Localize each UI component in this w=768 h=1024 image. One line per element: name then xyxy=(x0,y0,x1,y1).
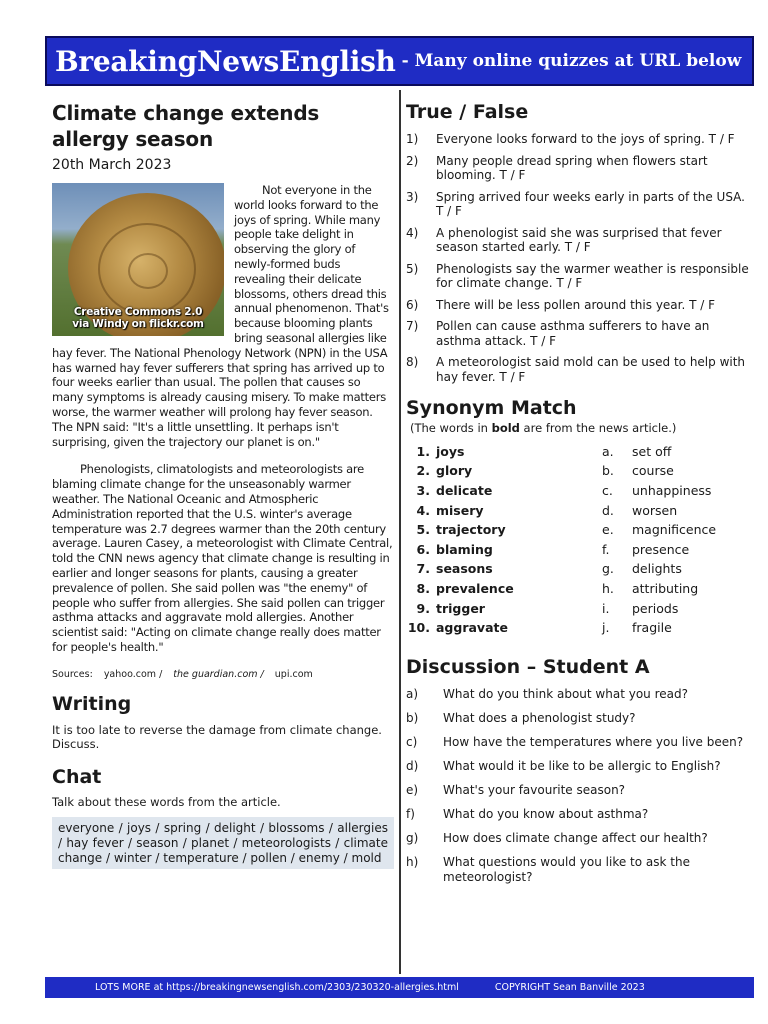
article-paragraph: Phenologists, climatologists and meteorologists are blaming climate change for the unseasonably warmer weather. The National Oceanic and Atmospheric Administration reported that the U.S. winter's average temperature was 2.7 degrees warmer than the 20th century average. Lauren Casey, a meteorologist with Climate Central, told the CNN news agency that climate change is resulting in earlier and longer seasons for plants, causing a greater prevalence of pollen. She said pollen was "the enemy" of people who suffer from allergies. She said pollen can trigger asthma attacks and aggravate mold allergies. Another scientist said: "Acting on climate change really does matter for people's health." xyxy=(52,462,393,654)
header-tagline: - Many online quizzes at URL below xyxy=(401,51,742,71)
photo-credit xyxy=(52,306,224,330)
photo-credit-line: via Windy on flickr.com xyxy=(72,318,204,330)
item-text: What does a phenologist study? xyxy=(443,711,636,726)
item-text: Everyone looks forward to the joys of spring. T / F xyxy=(436,132,735,146)
item-number: 1) xyxy=(406,132,419,146)
discussion-item xyxy=(406,807,751,822)
synonym-row xyxy=(406,481,751,501)
chat-heading: Chat xyxy=(52,765,102,788)
row-number: 10. xyxy=(407,620,430,636)
synonym-row xyxy=(406,598,751,618)
item-text: What's your favourite season? xyxy=(443,783,626,798)
row-letter: e. xyxy=(602,522,614,538)
row-letter: d. xyxy=(602,502,614,518)
item-letter: c) xyxy=(406,735,418,750)
true-false-item xyxy=(406,298,751,313)
true-false-heading: True / False xyxy=(406,101,529,123)
item-text: A phenologist said she was surprised that fever season started early. T / F xyxy=(436,225,722,254)
true-false-list xyxy=(406,132,751,384)
synonym-word: glory xyxy=(436,463,473,479)
synonym-definition: worsen xyxy=(632,502,678,518)
row-letter: c. xyxy=(602,482,613,498)
row-number: 6. xyxy=(416,541,430,557)
note-text: are from the news article.) xyxy=(519,421,677,435)
synonym-row xyxy=(406,500,751,520)
synonym-word: misery xyxy=(436,502,484,518)
true-false-item xyxy=(406,355,751,384)
footer-url-link[interactable]: LOTS MORE at https://breakingnewsenglish.com/2303/230320-allergies.html xyxy=(95,982,459,993)
discussion-item xyxy=(406,831,751,846)
synonym-definition: delights xyxy=(632,561,682,577)
true-false-item xyxy=(406,262,751,291)
row-number: 2. xyxy=(416,463,430,479)
synonym-word: trajectory xyxy=(436,522,506,538)
item-text: Many people dread spring when flowers start blooming. T / F xyxy=(436,153,708,182)
item-letter: d) xyxy=(406,759,419,774)
page-header xyxy=(45,36,754,86)
row-number: 8. xyxy=(416,580,430,596)
item-letter: a) xyxy=(406,687,419,702)
item-number: 6) xyxy=(406,297,419,312)
synonym-definition: magnificence xyxy=(632,522,717,538)
discussion-item xyxy=(406,735,751,750)
item-letter: g) xyxy=(406,831,419,846)
sources-label: Sources: xyxy=(52,668,93,680)
bale-ring xyxy=(128,253,168,289)
discussion-item xyxy=(406,687,751,702)
source-link[interactable]: upi.com xyxy=(274,668,313,680)
item-text: Pollen can cause asthma sufferers to have an asthma attack. T / F xyxy=(436,319,710,348)
item-number: 3) xyxy=(406,189,419,204)
synonym-word: seasons xyxy=(436,561,493,577)
left-column xyxy=(52,100,394,869)
item-letter: e) xyxy=(406,783,419,798)
footer-copyright: COPYRIGHT Sean Banville 2023 xyxy=(494,982,645,993)
item-text: Spring arrived four weeks early in parts of the USA. T / F xyxy=(436,189,745,218)
synonym-word: trigger xyxy=(436,600,485,616)
row-number: 7. xyxy=(416,561,430,577)
synonym-row xyxy=(406,618,751,638)
item-number: 8) xyxy=(406,355,419,369)
article-title: Climate change extends allergy season xyxy=(52,101,320,151)
row-letter: a. xyxy=(602,443,614,459)
row-number: 4. xyxy=(416,502,430,518)
synonym-word: delicate xyxy=(436,482,493,498)
item-text: How does climate change affect our health? xyxy=(443,831,708,846)
item-number: 4) xyxy=(406,225,419,240)
item-text: What questions would you like to ask the meteorologist? xyxy=(443,855,690,884)
row-letter: f. xyxy=(602,541,610,557)
synonym-definition: attributing xyxy=(632,580,699,596)
item-letter: f) xyxy=(406,807,415,822)
item-text: Phenologists say the warmer weather is responsible for climate change. T / F xyxy=(436,261,749,290)
synonym-definition: unhappiness xyxy=(632,482,712,498)
item-number: 7) xyxy=(406,319,419,333)
synonym-table xyxy=(406,442,751,638)
item-letter: b) xyxy=(406,711,419,726)
row-letter: g. xyxy=(602,561,614,577)
synonym-definition: fragile xyxy=(632,620,672,636)
row-number: 9. xyxy=(416,600,430,616)
row-number: 5. xyxy=(416,522,430,538)
synonym-row xyxy=(406,559,751,579)
true-false-item xyxy=(406,190,751,219)
row-letter: h. xyxy=(602,580,614,596)
sources-line xyxy=(52,669,394,680)
synonym-row xyxy=(406,442,751,462)
item-text: There will be less pollen around this year. T / F xyxy=(436,297,716,312)
article-date: 20th March 2023 xyxy=(52,157,172,173)
note-bold: bold xyxy=(491,421,520,435)
hay-bale-photo xyxy=(52,183,224,336)
synonym-word: aggravate xyxy=(436,620,508,636)
true-false-item xyxy=(406,319,751,348)
synonym-word: prevalence xyxy=(436,580,514,596)
synonym-definition: presence xyxy=(632,541,690,557)
source-link[interactable]: yahoo.com / xyxy=(103,668,163,680)
item-text: What would it be like to be allergic to English? xyxy=(443,759,721,774)
synonym-word: joys xyxy=(436,443,465,459)
synonym-note xyxy=(406,421,751,436)
chat-word-box: everyone / joys / spring / delight / blossoms / allergies / hay fever / season / planet / meteorologists / climate change / winter / temperature / pollen / enemy / mold xyxy=(52,817,394,869)
row-letter: j. xyxy=(602,620,610,636)
row-number: 1. xyxy=(416,443,430,459)
item-number: 2) xyxy=(406,153,419,168)
discussion-list xyxy=(406,687,751,884)
discussion-item xyxy=(406,783,751,798)
item-letter: h) xyxy=(406,855,419,870)
right-column xyxy=(406,100,751,894)
chat-intro: Talk about these words from the article. xyxy=(52,794,281,809)
synonym-row xyxy=(406,539,751,559)
note-text: (The words in xyxy=(410,421,492,435)
row-letter: b. xyxy=(602,463,614,479)
synonym-row xyxy=(406,579,751,599)
row-number: 3. xyxy=(416,482,430,498)
discussion-item xyxy=(406,759,751,774)
source-link[interactable]: the guardian.com / xyxy=(173,668,264,680)
item-text: What do you think about what you read? xyxy=(443,687,688,702)
article-paragraph: Not everyone in the world looks forward to the joys of spring. While many people take delight in observing the glory of newly-formed buds revealing their delicate blossoms, others dread this annual phenomenon. That's because blooming plants bring seasonal allergies like hay fever. The National Phenology Network (NPN) in the USA has warned hay fever sufferers that spring has arrived up to four weeks earlier than usual. The pollen that causes so many symptoms is already causing misery. To make matters worse, the warmer weather will prolong hay fever season. The NPN said: "It's a little unsettling. It perhaps isn't surprising, given the trajectory our planet is on." xyxy=(52,183,389,449)
synonym-heading: Synonym Match xyxy=(406,397,577,419)
synonym-row xyxy=(406,520,751,540)
discussion-item xyxy=(406,855,751,884)
item-text: A meteorologist said mold can be used to help with hay fever. T / F xyxy=(436,355,746,384)
row-letter: i. xyxy=(602,600,610,616)
synonym-word: blaming xyxy=(436,541,493,557)
article-body xyxy=(52,183,394,655)
discussion-heading: Discussion – Student A xyxy=(406,656,650,679)
true-false-item xyxy=(406,226,751,255)
writing-heading: Writing xyxy=(52,692,132,715)
item-number: 5) xyxy=(406,261,419,276)
synonym-definition: course xyxy=(632,463,674,479)
discussion-item xyxy=(406,711,751,726)
true-false-item xyxy=(406,154,751,183)
brand-title: BreakingNewsEnglish xyxy=(55,44,396,78)
photo-credit-line: Creative Commons 2.0 xyxy=(73,306,203,318)
synonym-definition: periods xyxy=(632,600,679,616)
synonym-definition: set off xyxy=(632,443,672,459)
page-footer xyxy=(45,977,754,998)
synonym-row xyxy=(406,461,751,481)
item-text: How have the temperatures where you live been? xyxy=(443,735,744,750)
column-divider xyxy=(399,90,401,974)
writing-prompt: It is too late to reverse the damage from climate change. Discuss. xyxy=(52,722,382,752)
true-false-item xyxy=(406,132,751,147)
item-text: What do you know about asthma? xyxy=(443,807,649,822)
